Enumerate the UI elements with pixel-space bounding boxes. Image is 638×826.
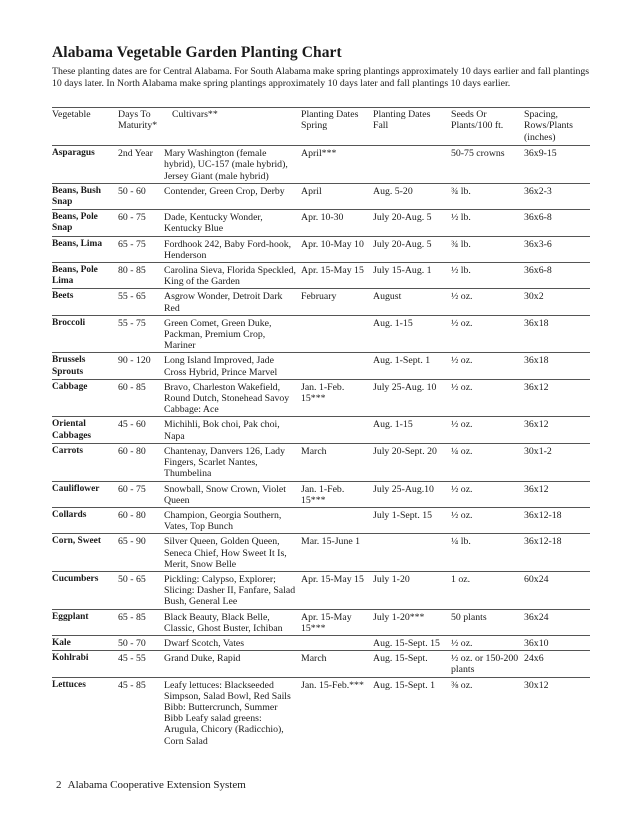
cell-spacing: 36x3-6 [524,238,552,250]
cell-vegetable: Oriental Cabbages [52,419,92,441]
cell-planting-fall: Aug. 1-15 [373,419,413,431]
cell-spacing: 36x10 [524,637,549,649]
header-cultivars: Cultivars** [172,109,218,120]
cell-seeds-or-plants: ¼ lb. [451,536,471,548]
cell-spacing: 36x6-8 [524,265,552,277]
cell-cultivars: Contender, Green Crop, Derby [164,185,285,197]
cell-days-to-maturity: 55 - 75 [118,317,146,329]
header-spacing: Spacing, Rows/Plants (inches) [524,109,573,143]
cell-cultivars: Snowball, Snow Crown, Violet Queen [164,483,286,506]
cell-planting-spring: Jan. 15-Feb.*** [301,679,364,691]
cell-planting-fall [373,534,451,572]
table-row [52,507,590,533]
header-planting-spring: Planting Dates Spring [301,109,359,132]
cell-vegetable: Kale [52,637,71,648]
cell-planting-fall: July 25-Aug.10 [373,483,434,495]
publisher-name: Alabama Cooperative Extension System [67,779,246,791]
cell-planting-fall: July 20-Aug. 5 [373,212,432,224]
cell-vegetable: Eggplant [52,611,89,622]
cell-planting-spring [301,353,373,379]
cell-days-to-maturity: 60 - 75 [118,212,146,224]
cell-planting-spring: Jan. 1-Feb. 15*** [301,483,345,506]
cell-vegetable: Cabbage [52,381,88,392]
cell-cultivars: Leafy lettuces: Blackseeded Simpson, Salad Bowl, Red Sails Bibb: Buttercrunch, Summer Bibb Leafy salad greens: Arugula, Chicory (Radicchio), Corn Salad [164,679,291,747]
cell-cultivars: Long Island Improved, Jade Cross Hybrid, Prince Marvel [164,355,278,378]
intro-paragraph: These planting dates are for Central Alabama. For South Alabama make spring plantings approximately 10 days earlier and fall plantings 10 days later. In North Alabama make spring plantings approximately 10 days later and fall plantings 10 days earlier. [52,66,590,89]
table-row [52,353,590,379]
table-row [52,635,590,650]
planting-chart-table [52,107,590,748]
cell-planting-spring: Jan. 1-Feb. 15*** [301,381,345,405]
page-title: Alabama Vegetable Garden Planting Chart [52,44,342,61]
cell-spacing: 36x9-15 [524,148,557,160]
cell-planting-spring: March [301,653,327,665]
cell-vegetable: Beets [52,291,74,302]
cell-cultivars: Michihli, Bok choi, Pak choi, Napa [164,419,280,442]
table-body [52,146,590,748]
cell-planting-fall: July 25-Aug. 10 [373,381,437,393]
cell-planting-spring: March [301,445,327,457]
cell-vegetable: Beans, Pole Snap [52,212,98,234]
cell-planting-fall: Aug. 15-Sept. 15 [373,637,440,649]
cell-vegetable: Collards [52,509,87,520]
cell-days-to-maturity: 55 - 65 [118,291,146,303]
cell-cultivars: Silver Queen, Golden Queen, Seneca Chief, How Sweet It Is, Merit, Snow Belle [164,536,287,570]
header-days-to-maturity: Days To Maturity* [118,109,158,132]
cell-days-to-maturity: 50 - 70 [118,637,146,649]
cell-cultivars: Dade, Kentucky Wonder, Kentucky Blue [164,212,263,235]
cell-cultivars: Grand Duke, Rapid [164,653,241,665]
cell-spacing: 30x12 [524,679,549,691]
table-row [52,677,590,748]
cell-planting-fall: Aug. 5-20 [373,185,413,197]
table-row [52,263,590,289]
cell-planting-spring: February [301,291,337,303]
cell-planting-spring: April*** [301,148,337,160]
cell-seeds-or-plants: ½ oz. [451,355,473,367]
cell-spacing: 36x18 [524,317,549,329]
cell-days-to-maturity: 65 - 90 [118,536,146,548]
cell-days-to-maturity: 50 - 65 [118,573,146,585]
cell-planting-fall: Aug. 1-Sept. 1 [373,355,431,367]
cell-seeds-or-plants: ½ oz. or 150-200 plants [451,653,519,676]
cell-spacing: 36x12 [524,419,549,431]
cell-seeds-or-plants: ½ lb. [451,212,471,224]
cell-planting-spring: Apr. 10-May 10 [301,238,364,250]
cell-cultivars: Black Beauty, Black Belle, Classic, Ghost Buster, Ichiban [164,611,283,634]
table-header-row [52,108,590,146]
cell-seeds-or-plants: ⅜ oz. [451,679,473,691]
cell-spacing: 36x12 [524,483,549,495]
cell-planting-spring: Apr. 15-May 15 [301,573,364,585]
cell-spacing: 36x12 [524,381,549,393]
cell-planting-fall: July 1-20*** [373,611,425,623]
cell-planting-fall [373,146,451,184]
cell-days-to-maturity: 90 - 120 [118,355,151,367]
cell-seeds-or-plants: ½ oz. [451,317,473,329]
cell-cultivars: Bravo, Charleston Wakefield, Round Dutch, Stonehead Savoy Cabbage: Ace [164,381,290,416]
cell-cultivars: Asgrow Wonder, Detroit Dark Red [164,291,283,314]
table-row [52,571,590,609]
cell-planting-spring [301,417,373,443]
table-row [52,236,590,262]
cell-planting-fall: Aug. 15-Sept. [373,653,428,665]
cell-spacing: 60x24 [524,573,549,585]
table-row [52,183,590,209]
cell-planting-fall: July 15-Aug. 1 [373,265,432,277]
table-row [52,609,590,635]
cell-seeds-or-plants: ¼ oz. [451,445,473,457]
cell-cultivars: Pickling: Calypso, Explorer; Slicing: Dasher II, Fanfare, Salad Bush, General Lee [164,573,296,608]
header-planting-fall: Planting Dates Fall [373,109,431,132]
cell-vegetable: Beans, Bush Snap [52,185,101,208]
cell-vegetable: Beans, Lima [52,238,103,249]
cell-planting-fall: Aug. 1-15 [373,317,413,329]
cell-spacing: 36x6-8 [524,212,552,224]
cell-seeds-or-plants: ½ oz. [451,419,473,431]
cell-seeds-or-plants: ¾ lb. [451,238,471,250]
table-row [52,315,590,353]
cell-vegetable: Brussels Sprouts [52,355,86,377]
cell-days-to-maturity: 60 - 85 [118,381,146,393]
page-number: 2 [56,779,62,791]
table-row [52,481,590,507]
cell-cultivars: Carolina Sieva, Florida Speckled, King of the Garden [164,265,296,288]
cell-planting-spring [301,635,373,650]
cell-vegetable: Broccoli [52,317,86,328]
cell-days-to-maturity: 60 - 80 [118,509,146,521]
cell-seeds-or-plants: 50 plants [451,611,487,623]
cell-cultivars: Chantenay, Danvers 126, Lady Fingers, Scarlet Nantes, Thumbelina [164,445,285,480]
table-row [52,417,590,443]
table-row [52,146,590,184]
cell-planting-fall: July 1-Sept. 15 [373,509,433,521]
cell-seeds-or-plants: ¾ lb. [451,185,471,197]
cell-planting-fall: August [373,291,402,303]
cell-spacing: 36x12-18 [524,536,562,548]
table-row [52,289,590,315]
cell-days-to-maturity: 2nd Year [118,148,153,160]
cell-cultivars: Fordhook 242, Baby Ford-hook, Henderson [164,238,292,261]
cell-seeds-or-plants: ½ oz. [451,291,473,303]
cell-days-to-maturity: 45 - 55 [118,653,146,665]
cell-cultivars: Dwarf Scotch, Vates [164,637,245,649]
cell-planting-fall: Aug. 15-Sept. 1 [373,679,436,691]
cell-cultivars: Mary Washington (female hybrid), UC-157 (male hybrid), Jersey Giant (male hybrid) [164,148,288,182]
cell-days-to-maturity: 60 - 75 [118,483,146,495]
cell-days-to-maturity: 65 - 75 [118,238,146,250]
cell-planting-fall: July 20-Sept. 20 [373,445,437,457]
page-footer [56,779,246,791]
cell-spacing: 36x12-18 [524,509,562,521]
cell-vegetable: Lettuces [52,679,86,690]
table-row [52,210,590,236]
cell-vegetable: Cucumbers [52,573,99,584]
cell-planting-spring: Apr. 15-May 15*** [301,611,352,634]
cell-planting-spring: Apr. 10-30 [301,212,344,224]
cell-seeds-or-plants: ½ lb. [451,265,471,277]
cell-spacing: 30x1-2 [524,445,552,457]
cell-spacing: 36x2-3 [524,185,552,197]
cell-days-to-maturity: 65 - 85 [118,611,146,623]
cell-cultivars: Green Comet, Green Duke, Packman, Premium Crop, Mariner [164,317,272,352]
cell-seeds-or-plants: ½ oz. [451,381,473,393]
cell-days-to-maturity: 50 - 60 [118,185,146,197]
header-vegetable: Vegetable [52,109,91,120]
cell-vegetable: Corn, Sweet [52,536,101,547]
table-row [52,379,590,417]
cell-vegetable: Asparagus [52,148,95,159]
cell-spacing: 36x24 [524,611,549,623]
cell-planting-spring [301,315,373,353]
cell-vegetable: Beans, Pole Lima [52,265,98,287]
cell-seeds-or-plants: 50-75 crowns [451,148,505,160]
cell-planting-fall: July 1-20 [373,573,410,585]
table-row [52,651,590,677]
cell-days-to-maturity: 45 - 85 [118,679,146,691]
cell-vegetable: Kohlrabi [52,653,89,664]
cell-cultivars: Champion, Georgia Southern, Vates, Top Bunch [164,509,282,533]
cell-days-to-maturity: 45 - 60 [118,419,146,431]
cell-planting-spring: April [301,185,322,197]
cell-days-to-maturity: 60 - 80 [118,445,146,457]
cell-spacing: 24x6 [524,653,544,665]
cell-planting-fall: July 20-Aug. 5 [373,238,432,250]
table-row [52,443,590,481]
cell-planting-spring: Mar. 15-June 1 [301,536,361,548]
cell-vegetable: Carrots [52,445,84,456]
cell-seeds-or-plants: ½ oz. [451,483,473,495]
cell-spacing: 30x2 [524,291,544,303]
cell-planting-spring [301,507,373,533]
cell-vegetable: Cauliflower [52,483,100,494]
cell-seeds-or-plants: 1 oz. [451,573,471,585]
cell-seeds-or-plants: ½ oz. [451,637,473,649]
header-seeds-or-plants: Seeds Or Plants/100 ft. [451,109,504,132]
cell-spacing: 36x18 [524,355,549,367]
cell-planting-spring: Apr. 15-May 15 [301,265,364,277]
cell-seeds-or-plants: ½ oz. [451,509,473,521]
cell-days-to-maturity: 80 - 85 [118,265,146,277]
table-row [52,534,590,572]
